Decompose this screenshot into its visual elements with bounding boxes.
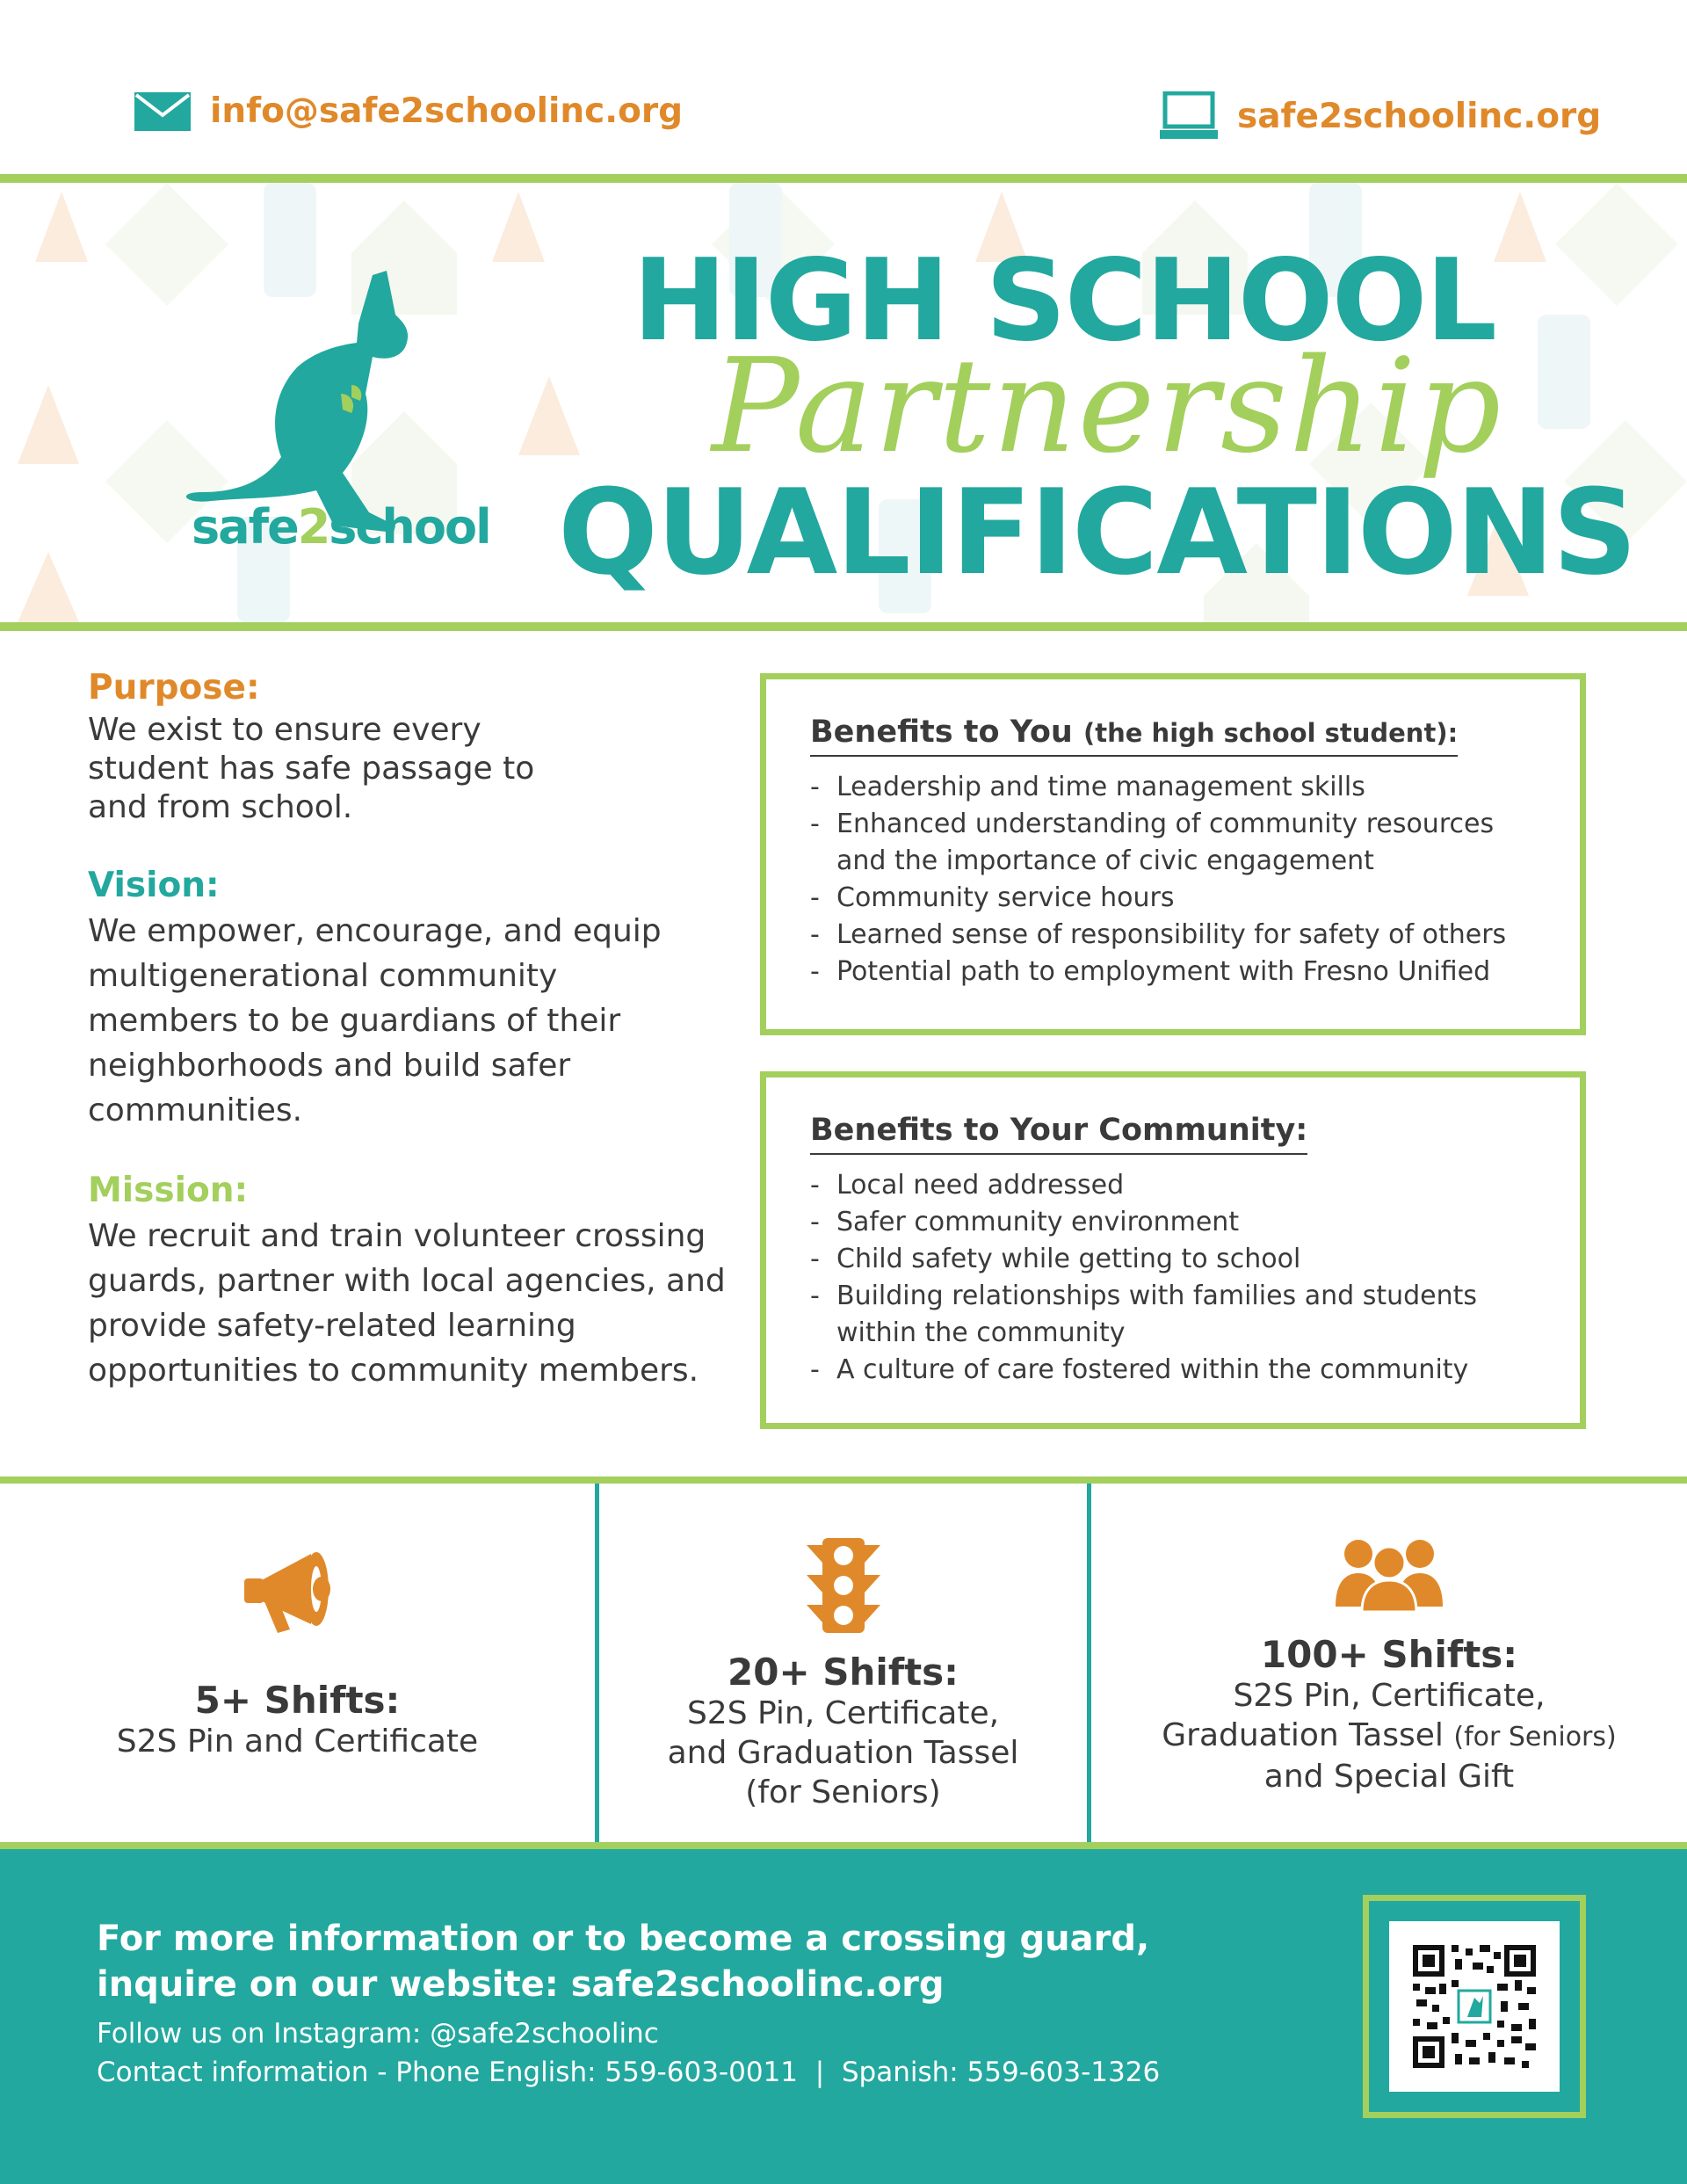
benefits-you-list bbox=[810, 769, 1536, 990]
mission-heading: Mission: bbox=[88, 1171, 249, 1210]
email-icon bbox=[134, 92, 191, 131]
benefits-community-list bbox=[810, 1167, 1536, 1389]
qr-code-panel bbox=[1389, 1921, 1560, 2092]
shift-reward: S2S Pin and Certificate bbox=[116, 1723, 479, 1760]
list-item: - Child safety while getting to school bbox=[810, 1241, 1536, 1278]
shift-rewards-band bbox=[0, 1477, 1687, 1849]
shift-heading: 5+ Shifts: bbox=[194, 1679, 401, 1722]
benefits-you-title: Benefits to You (the high school student): bbox=[810, 715, 1458, 757]
vision-section bbox=[88, 866, 703, 1133]
list-item: - Learned sense of responsibility for safety of others bbox=[810, 917, 1536, 954]
email-contact[interactable] bbox=[134, 91, 683, 131]
purpose-section bbox=[88, 668, 580, 827]
list-item: - Community service hours bbox=[810, 880, 1536, 917]
shift-heading: 20+ Shifts: bbox=[728, 1651, 959, 1694]
list-item: - Enhanced understanding of community resources and the importance of civic engagement bbox=[810, 806, 1536, 880]
list-item: - Local need addressed bbox=[810, 1167, 1536, 1204]
shift-tier-100 bbox=[1091, 1484, 1687, 1842]
shift-reward: and Special Gift bbox=[1263, 1759, 1515, 1795]
website-contact[interactable] bbox=[1160, 91, 1601, 141]
group-icon bbox=[1334, 1538, 1444, 1612]
shift-heading: 100+ Shifts: bbox=[1260, 1633, 1518, 1676]
shift-reward: S2S Pin, Certificate, bbox=[1233, 1678, 1546, 1714]
list-item: - A culture of care fostered within the community bbox=[810, 1352, 1536, 1389]
footer-cta bbox=[97, 1916, 1149, 2007]
traffic-light-icon bbox=[807, 1538, 880, 1635]
shift-tier-5 bbox=[0, 1484, 595, 1842]
website-address[interactable]: safe2schoolinc.org bbox=[1237, 96, 1602, 136]
footer-cta-line: For more information or to become a crossing guard, bbox=[97, 1919, 1150, 1959]
list-item: - Safer community environment bbox=[810, 1204, 1536, 1241]
hero-banner bbox=[0, 174, 1687, 631]
instagram-handle[interactable]: Follow us on Instagram: @safe2schoolinc bbox=[97, 2018, 659, 2050]
title-high-school: HIGH SCHOOL bbox=[633, 236, 1495, 366]
qr-code[interactable] bbox=[1389, 1921, 1560, 2092]
email-address[interactable]: info@safe2schoolinc.org bbox=[210, 91, 684, 131]
list-item: - Leadership and time management skills bbox=[810, 769, 1536, 806]
logo-wordmark: safe2school bbox=[192, 499, 490, 555]
phone-contacts: Contact information - Phone English: 559-603-0011 | Spanish: 559-603-1326 bbox=[97, 2057, 1161, 2088]
mission-body: We recruit and train volunteer crossing guards, partner with local agencies, and provide safety-related learning opportunities to community members. bbox=[88, 1218, 726, 1389]
purpose-heading: Purpose: bbox=[88, 668, 260, 707]
benefits-community-box bbox=[760, 1071, 1586, 1429]
purpose-body: We exist to ensure every student has safe passage to and from school. bbox=[88, 712, 535, 825]
list-item: - Building relationships with families and students within the community bbox=[810, 1278, 1536, 1352]
shift-reward: Graduation Tassel (for Seniors) bbox=[1162, 1717, 1617, 1753]
contact-bar bbox=[0, 0, 1687, 174]
benefits-you-box bbox=[760, 673, 1586, 1035]
laptop-icon bbox=[1160, 91, 1218, 141]
title-partnership: Partnership bbox=[712, 330, 1503, 482]
vision-heading: Vision: bbox=[88, 866, 220, 905]
shift-reward: S2S Pin, Certificate, bbox=[686, 1695, 1000, 1731]
title-qualifications: QUALIFICATIONS bbox=[558, 464, 1636, 601]
mission-section bbox=[88, 1171, 756, 1393]
shift-tier-20 bbox=[599, 1484, 1087, 1842]
shift-reward-note: (for Seniors) bbox=[745, 1774, 941, 1810]
footer-cta-line[interactable]: inquire on our website: safe2schoolinc.org bbox=[97, 1964, 945, 2005]
benefits-community-title: Benefits to Your Community: bbox=[810, 1113, 1307, 1155]
shift-reward: and Graduation Tassel bbox=[667, 1735, 1019, 1771]
list-item: - Potential path to employment with Fresno Unified bbox=[810, 954, 1536, 990]
vision-body: We empower, encourage, and equip multigenerational community members to be guardians of their neighborhoods and build safer communities. bbox=[88, 913, 662, 1128]
megaphone-icon bbox=[241, 1545, 355, 1642]
